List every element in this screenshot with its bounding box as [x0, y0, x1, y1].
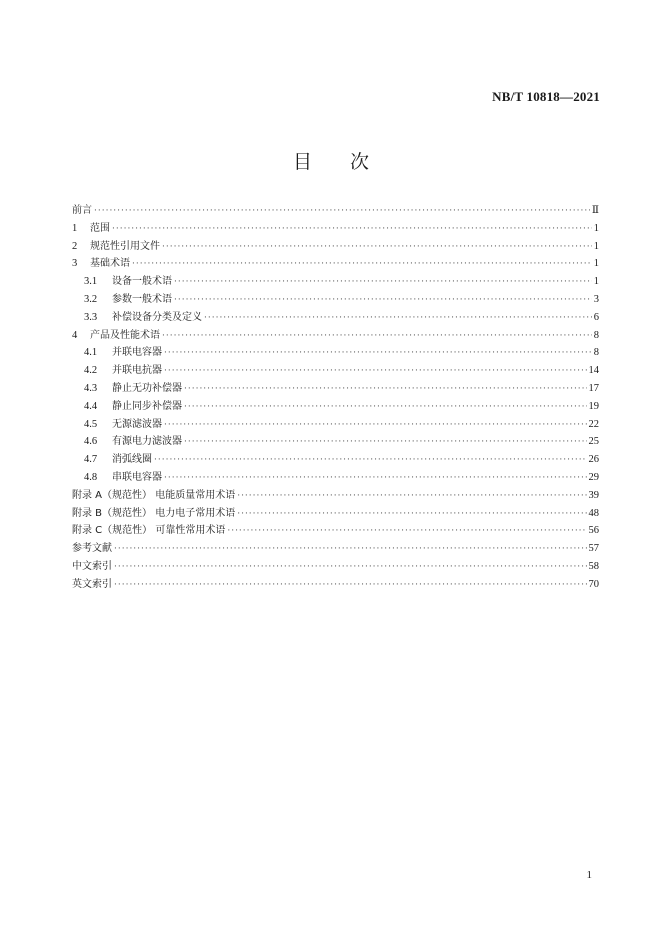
toc-entry-label: 静止无功补偿器: [112, 382, 182, 394]
toc-entry-number: 3.2: [84, 293, 98, 305]
toc-entry[interactable]: [72, 522, 599, 540]
toc-leader-dots: [237, 488, 586, 506]
toc-entry[interactable]: [72, 416, 599, 434]
toc-entry-page: 25: [588, 436, 599, 448]
toc-entry[interactable]: [72, 398, 599, 416]
toc-entry-number: 4.4: [84, 400, 98, 412]
toc-entry-label: 英文索引: [72, 578, 112, 590]
toc-leader-dots: [184, 399, 587, 417]
toc-entry-page: 58: [588, 560, 599, 572]
toc-entry-label: 附录 A（规范性） 电能质量常用术语: [72, 489, 236, 501]
toc-entry-page: 22: [588, 418, 599, 430]
toc-entry-number: 4.6: [84, 436, 98, 448]
toc-entry-label: 参考文献: [72, 543, 112, 555]
toc-entry[interactable]: [72, 505, 599, 523]
toc-entry-page: 29: [588, 471, 599, 483]
toc-entry-page: 57: [588, 543, 599, 555]
toc-entry-label: 有源电力滤波器: [112, 436, 182, 448]
toc-entry-page: 6: [593, 311, 599, 323]
toc-entry-label: 附录 C（规范性） 可靠性常用术语: [72, 525, 226, 537]
toc-leader-dots: [174, 292, 592, 310]
toc-entry-page: 70: [588, 578, 599, 590]
toc-entry[interactable]: [72, 469, 599, 487]
toc-entry-page: 1: [593, 222, 599, 234]
toc-entry[interactable]: [72, 451, 599, 469]
toc-leader-dots: [112, 221, 592, 239]
toc-entry[interactable]: [72, 255, 599, 273]
toc-entry-label: 参数一般术语: [112, 293, 172, 305]
toc-entry-number: 4.1: [84, 347, 98, 359]
toc-entry-label: 并联电容器: [112, 347, 162, 359]
toc-entry[interactable]: [72, 433, 599, 451]
toc-entry[interactable]: [72, 309, 599, 327]
toc-leader-dots: [132, 256, 592, 274]
toc-entry-label: 设备一般术语: [112, 276, 172, 288]
toc-entry[interactable]: [72, 202, 599, 220]
toc-leader-dots: [162, 239, 592, 257]
standard-number: NB/T 10818—2021: [492, 89, 600, 104]
toc-entry[interactable]: [72, 487, 599, 505]
toc-entry-page: 19: [588, 400, 599, 412]
toc-entry-number: 3.3: [84, 311, 98, 323]
toc-entry-label: 串联电容器: [112, 471, 162, 483]
toc-entry-label: 静止同步补偿器: [112, 400, 182, 412]
toc-entry-page: 26: [588, 454, 599, 466]
toc-entry-label: 并联电抗器: [112, 365, 162, 377]
toc-leader-dots: [164, 363, 587, 381]
toc-entry-label: 无源滤波器: [112, 418, 162, 430]
toc-entry-number: 4.8: [84, 471, 98, 483]
page-title: 目次: [292, 151, 407, 173]
toc-leader-dots: [204, 310, 592, 328]
toc-entry-label: 补偿设备分类及定义: [112, 311, 202, 323]
toc-entry[interactable]: [72, 344, 599, 362]
toc-entry-number: 4.5: [84, 418, 98, 430]
toc-entry-page: 39: [588, 489, 599, 501]
toc-leader-dots: [174, 274, 592, 292]
toc-entry-number: 3.1: [84, 276, 98, 288]
table-of-contents: [72, 202, 599, 594]
toc-entry[interactable]: [72, 220, 599, 238]
toc-entry-page: 48: [588, 507, 599, 519]
toc-entry-label: 消弧线圈: [112, 454, 152, 466]
toc-entry-number: 4.2: [84, 365, 98, 377]
toc-entry-page: 56: [588, 525, 599, 537]
toc-entry-label: 范围: [90, 222, 110, 234]
toc-entry-page: Ⅱ: [591, 205, 599, 216]
toc-entry[interactable]: [72, 273, 599, 291]
toc-entry-label: 中文索引: [72, 560, 112, 572]
toc-entry-number: 4.7: [84, 454, 98, 466]
toc-entry[interactable]: [72, 558, 599, 576]
toc-entry-number: 4: [72, 329, 78, 341]
toc-leader-dots: [227, 523, 586, 541]
toc-entry-label: 基础术语: [90, 258, 130, 270]
toc-leader-dots: [237, 506, 586, 524]
toc-entry[interactable]: [72, 540, 599, 558]
toc-entry[interactable]: [72, 380, 599, 398]
toc-entry-page: 1: [593, 258, 599, 270]
toc-entry-number: 3: [72, 258, 78, 270]
toc-entry-number: 2: [72, 240, 78, 252]
toc-leader-dots: [154, 452, 587, 470]
toc-entry-page: 1: [593, 276, 599, 288]
toc-entry-label: 产品及性能术语: [90, 329, 160, 341]
toc-entry-label: 前言: [72, 205, 92, 216]
toc-entry-page: 14: [588, 365, 599, 377]
toc-entry[interactable]: [72, 291, 599, 309]
toc-entry-number: 1: [72, 222, 78, 234]
toc-entry-page: 8: [593, 329, 599, 341]
toc-leader-dots: [94, 203, 590, 221]
toc-entry-page: 17: [588, 382, 599, 394]
toc-leader-dots: [162, 328, 592, 346]
page-number: 1: [586, 869, 592, 881]
toc-entry-page: 8: [593, 347, 599, 359]
toc-entry[interactable]: [72, 576, 599, 594]
toc-leader-dots: [184, 434, 587, 452]
toc-entry-page: 3: [593, 293, 599, 305]
toc-entry-page: 1: [593, 240, 599, 252]
toc-leader-dots: [164, 470, 587, 488]
toc-leader-dots: [114, 577, 587, 595]
toc-entry[interactable]: [72, 238, 599, 256]
toc-entry-label: 附录 B（规范性） 电力电子常用术语: [72, 507, 236, 519]
toc-leader-dots: [114, 559, 587, 577]
toc-leader-dots: [114, 541, 587, 559]
toc-entry-number: 4.3: [84, 382, 98, 394]
toc-leader-dots: [164, 345, 592, 363]
toc-leader-dots: [184, 381, 587, 399]
toc-entry-label: 规范性引用文件: [90, 240, 160, 252]
toc-leader-dots: [164, 417, 587, 435]
toc-entry[interactable]: [72, 362, 599, 380]
toc-entry[interactable]: [72, 327, 599, 345]
